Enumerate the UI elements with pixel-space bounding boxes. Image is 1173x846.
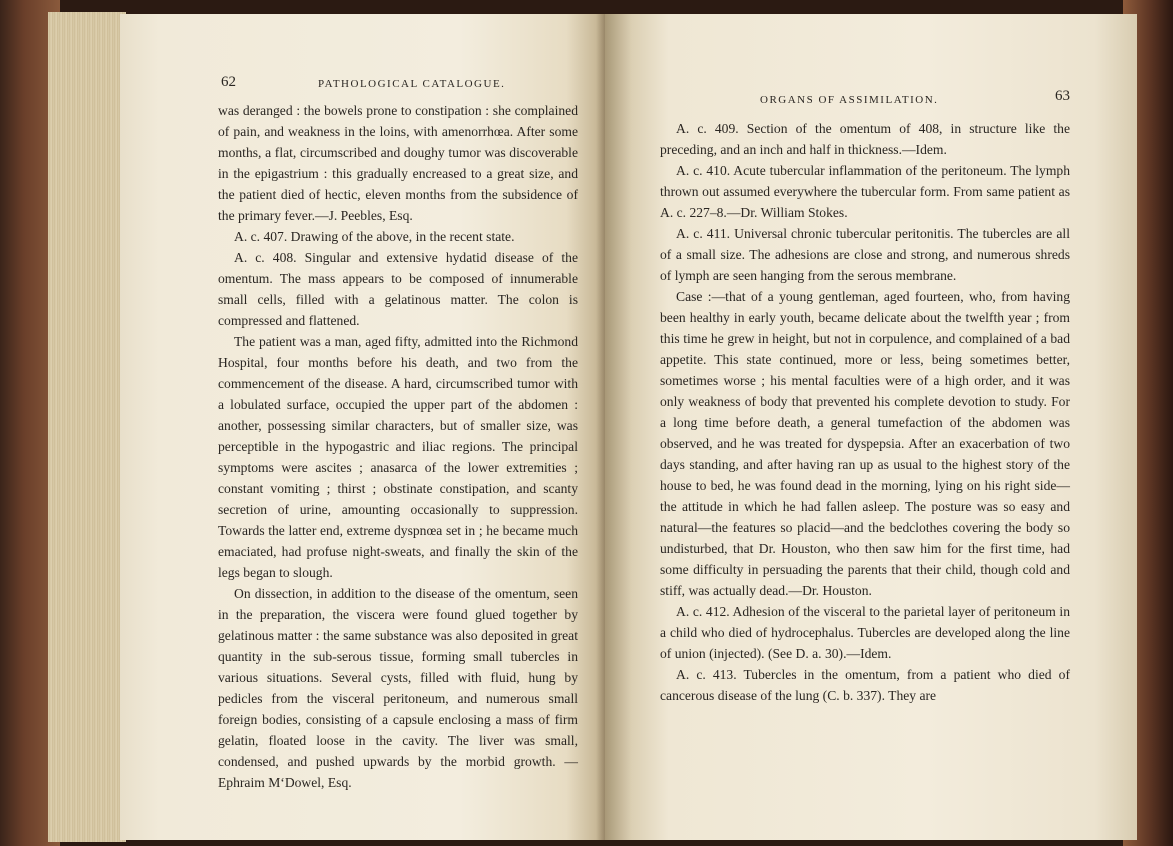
page-number-left: 62 <box>221 74 236 90</box>
paragraph: A. c. 407. Drawing of the above, in the recent state. <box>234 229 515 244</box>
right-page-body <box>660 118 1070 706</box>
paragraph: A. c. 412. Adhesion of the visceral to the parietal layer of peritoneum in a child who died of hydrocephalus. Tubercles are developed along the line of union (injected). (See D. a. 30).—Idem. <box>660 604 1070 661</box>
left-page <box>120 14 605 840</box>
page-edges-left <box>48 12 126 842</box>
paragraph: On dissection, in addition to the disease of the omentum, seen in the preparation, the viscera were found glued together by gelatinous matter : the same substance was also deposited in great quantity in the sub-serous tissue, forming small tubercles in various situations. Several cysts, filled with fluid, hung by pedicles from the visceral peritoneum, and numerous small foreign bodies, consisting of a capsule enclosing a mass of firm gelatin, floated loose in the cavity. The liver was small, condensed, and pushed upwards by the morbid growth. —Ephraim M‘Dowel, Esq. <box>218 586 578 790</box>
paragraph: was deranged : the bowels prone to constipation : she complained of pain, and weakness in the loins, with amenorrhœa. After some months, a flat, circumscribed and doughy tumor was discoverable in the epigastrium : this gradually encreased to a great size, and the patient died of hectic, eleven months from the subsidence of the primary fever.—J. Peebles, Esq. <box>218 103 578 223</box>
running-head-right: ORGANS OF ASSIMILATION. <box>760 94 939 106</box>
paragraph: Case :—that of a young gentleman, aged fourteen, who, from having been healthy in early youth, became delicate about the twelfth year ; from this time he grew in height, but not in corpulence, and complained of a bad appetite. This state continued, more or less, being sometimes better, sometimes worse ; his mental faculties were of a high order, and it was only weakness of body that prevented his complete devotion to study. For a long time before death, a general tumefaction of the abdomen was observed, and he was treated for dyspepsia. After an exacerbation of two days standing, and after having ran up as usual to the highest story of the house to bed, he was found dead in the morning, lying on his right side—the attitude in which he had fallen asleep. The posture was so easy and natural—the features so placid—and the bedclothes covering the body so undisturbed, that Dr. Houston, who then saw him for the first time, had some difficulty in persuading the parents that their child, though cold and stiff, was actually dead.—Dr. Houston. <box>660 289 1070 598</box>
running-head-left: PATHOLOGICAL CATALOGUE. <box>318 78 506 90</box>
page-number-right: 63 <box>1055 88 1070 104</box>
right-page <box>605 14 1137 840</box>
paragraph: A. c. 413. Tubercles in the omentum, from a patient who died of cancerous disease of the lung (C. b. 337). They are <box>660 667 1070 703</box>
paragraph: A. c. 411. Universal chronic tubercular peritonitis. The tubercles are all of a small size. The adhesions are close and strong, and numerous shreds of lymph are seen hanging from the serous membrane. <box>660 226 1070 283</box>
paragraph: A. c. 410. Acute tubercular inflammation of the peritoneum. The lymph thrown out assumed everywhere the tubercular form. From same patient as A. c. 227–8.—Dr. William Stokes. <box>660 163 1070 220</box>
left-page-body <box>218 100 578 793</box>
paragraph: A. c. 409. Section of the omentum of 408, in structure like the preceding, and an inch and half in thickness.—Idem. <box>660 121 1070 157</box>
paragraph: A. c. 408. Singular and extensive hydatid disease of the omentum. The mass appears to be composed of innumerable small cells, filled with a gelatinous matter. The colon is compressed and flattened. <box>218 250 578 328</box>
paragraph: The patient was a man, aged fifty, admitted into the Richmond Hospital, four months before his death, and two from the commencement of the disease. A hard, circumscribed tumor with a lobulated surface, occupied the upper part of the abdomen : another, possessing similar characters, but of smaller size, was perceptible in the hypogastric and iliac regions. The principal symptoms were ascites ; anasarca of the lower extremities ; constant vomiting ; thirst ; obstinate constipation, and scanty secretion of urine, amounting occasionally to suppression. Towards the latter end, extreme dyspnœa set in ; he became much emaciated, had profuse night-sweats, and finally the skin of the legs began to slough. <box>218 334 578 580</box>
